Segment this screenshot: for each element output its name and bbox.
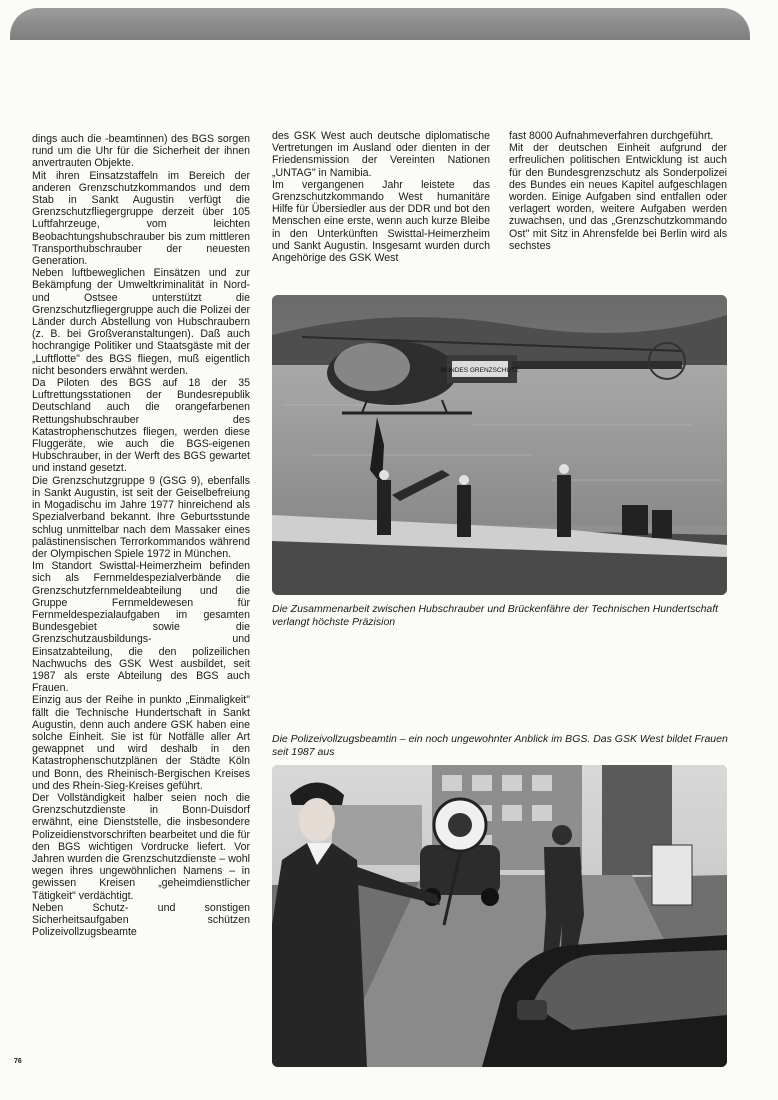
text-column-3 xyxy=(509,130,727,252)
paragraph: dings auch die -beamtinnen) des BGS sorgen rund um die Uhr für die Sicherheit der ihnen anvertrauten Objekte. xyxy=(32,133,250,170)
helicopter-marking: BUNDES GRENZSCHUTZ xyxy=(440,367,520,374)
paragraph: fast 8000 Aufnahmeverfahren durchgeführt. xyxy=(509,130,714,142)
header-band xyxy=(10,8,750,40)
paragraph: des GSK West auch deutsche diplomatische Vertretungen im Ausland oder dienten in der Friedensmission der Vereinten Nationen „UNTAG" in Namibia. xyxy=(272,130,490,179)
paragraph: Neben luftbeweglichen Einsätzen und zur Bekämpfung der Umweltkriminalität in Nord- und Ostsee unterstützt die Grenzschutzfliegergruppe auch die Polizei der Länder durch Abstellung von Hubschraubern (z. B. bei Großveranstaltungen). Daß auch hochrangige Politiker und Staatsgäste mit der „Luftflotte" des BGS fliegen, muß eigentlich nicht besonders erwähnt werden. xyxy=(32,267,250,377)
paragraph: Im Standort Swisttal-Heimerzheim befinden sich als Fernmeldespezialverbände die Grenzschutzfernmeldeabteilung und die Gruppe Fernmeldewesen für Fernmeldespezialaufgaben im gesamten Bundesgebiet sowie die Grenzschutzausbildungs- und Einsatzabteilung, die den polizeilichen Nachwuchs des GSK West ausbildet, seit 1987 als erste Abteilung des BGS auch Frauen. xyxy=(32,560,250,695)
helicopter-ferry-photo xyxy=(272,295,727,595)
paragraph: Der Vollständigkeit halber seien noch die Grenzschutzdienste in Bonn-Duisdorf erwähnt, eine Dienststelle, die insbesondere Polizeidienstvorschriften bearbeitet und die für den BGS wichtigen Vordrucke liefert. Vor Jahren wurden die Grenzschutzdienste – wohl wegen ihres ungewöhnlichen Namens – in gewissen Kreisen „geheimdienstlicher Tätigkeit" verdächtigt. xyxy=(32,791,250,902)
paragraph: Da Piloten des BGS auf 18 der 35 Luftrettungsstationen der Bundesrepublik Deutschland auch die orangefarbenen Rettungshubschrauber des Katastrophenschutzes fliegen, werden diese Fluggeräte, wie auch die BGS-eigenen Hubschrauber, in der Werft des BGS gewartet und instand gesetzt. xyxy=(32,377,250,475)
paragraph: Im vergangenen Jahr leistete das Grenzschutzkommando West humanitäre Hilfe für Übersiedler aus der DDR und bot den Menschen eine erste, wenn auch kurze Bleibe in den Unterkünften Swisttal-Heimerzheim und Sankt Augustin. Insgesamt wurden durch Angehörige des GSK West xyxy=(272,178,490,265)
photo-caption-2: Die Polizeivollzugsbeamtin – ein noch ungewohnter Anblick im BGS. Das GSK West bildet Frauen seit 1987 aus xyxy=(272,733,728,758)
text-column-1 xyxy=(32,133,250,938)
page-number: 76 xyxy=(14,1058,22,1065)
paragraph: Die Grenzschutzgruppe 9 (GSG 9), ebenfalls in Sankt Augustin, ist seit der Geiselbefreiung in Mogadischu im Jahre 1977 hinreichend als Spezialverband bekannt. Ihre Geburtsstunde schlug unmittelbar nach dem Massaker eines palästinensischen Terrorkommandos während der Olympischen Spiele 1972 in München. xyxy=(32,474,250,560)
paragraph: Mit der deutschen Einheit aufgrund der erfreulichen politischen Entwicklung ist auch für den Bundesgrenzschutz als Sonderpolizei des Bundes ein neues Kapitel aufgeschlagen worden. Einige Aufgaben sind entfallen oder verlagert worden, weitere Aufgaben werden zuwachsen, und das „Grenzschutzkommando Ost" mit Sitz in Ahrensfelde bei Berlin wird als sechstes xyxy=(509,142,727,252)
paragraph: Neben Schutz- und sonstigen Sicherheitsaufgaben schützen Polizeivollzugsbeamte xyxy=(32,901,250,939)
paragraph: Mit ihren Einsatzstaffeln im Bereich der anderen Grenzschutzkommandos und dem Stab in Sankt Augustin verfügt die Grenzschutzfliegergruppe derzeit über 105 Luftfahrzeuge, vom leichten Beobachtungshubschrauber bis zum mittleren Transporthubschrauber der neuesten Generation. xyxy=(32,169,250,268)
police-officer-photo xyxy=(272,765,727,1067)
photo-caption-1: Die Zusammenarbeit zwischen Hubschrauber und Brückenfähre der Technischen Hundertschaft verlangt höchste Präzision xyxy=(272,603,719,628)
text-column-2 xyxy=(272,130,490,264)
paragraph: Einzig aus der Reihe in punkto „Einmaligkeit" fällt die Technische Hundertschaft in Sankt Augustin, denn auch andere GSK haben eine solche Einheit. Sie ist für Notfälle aller Art gewappnet und wird deshalb in den Katastrophenschutzplänen der Städte Köln und Bonn, des Rheinisch-Bergischen Kreises und des Rhein-Sieg-Kreises geführt. xyxy=(32,694,250,792)
